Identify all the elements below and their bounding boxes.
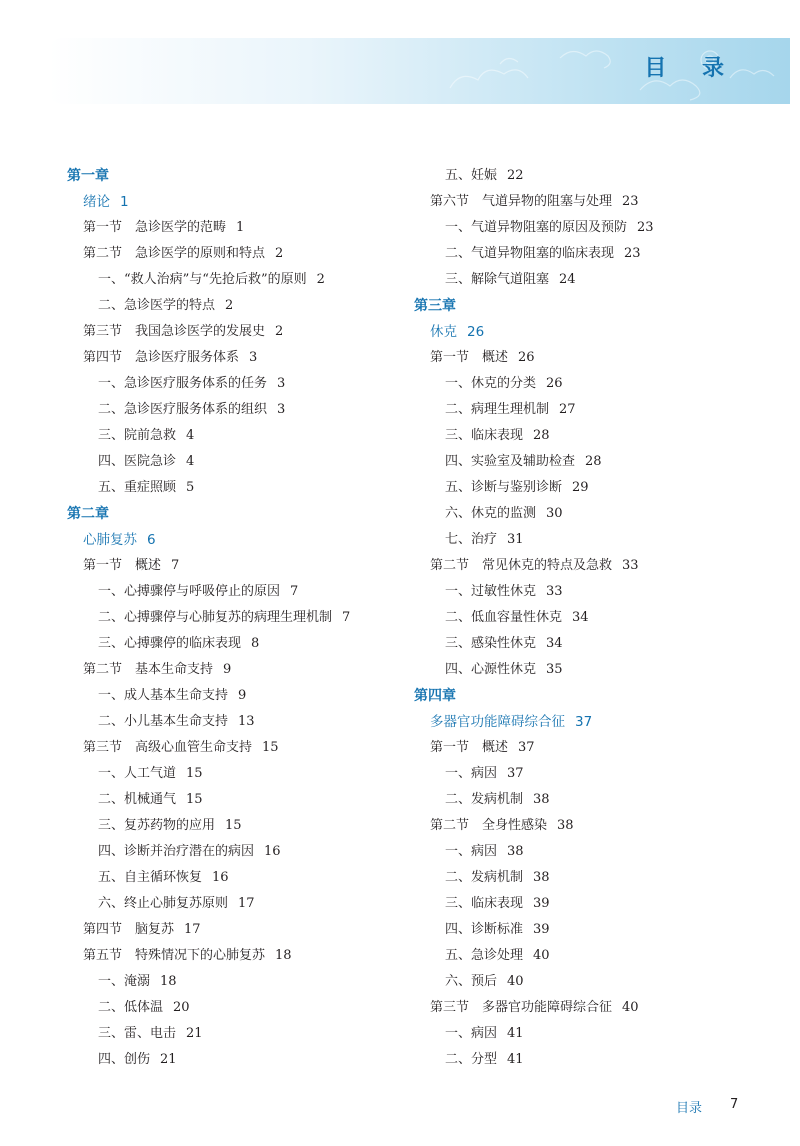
toc-item[interactable] <box>414 267 774 293</box>
toc-item[interactable] <box>67 1047 427 1073</box>
toc-entry-title: 五、重症照顾 <box>98 480 177 495</box>
toc-entry-title: 四、诊断标准 <box>445 922 524 937</box>
toc-entry-page: 38 <box>533 870 550 885</box>
toc-item[interactable] <box>414 865 774 891</box>
toc-chapter[interactable] <box>67 501 427 527</box>
toc-entry-page: 5 <box>186 480 195 495</box>
toc-entry-title: 第四节 急诊医疗服务体系 <box>83 350 240 365</box>
toc-entry-page: 18 <box>275 948 292 963</box>
toc-section[interactable] <box>67 241 427 267</box>
toc-right-column <box>414 163 774 1073</box>
toc-entry-page: 1 <box>236 220 245 235</box>
toc-entry-page: 7 <box>171 558 180 573</box>
toc-entry-page: 4 <box>186 428 195 443</box>
toc-entry-title: 二、机械通气 <box>98 792 177 807</box>
toc-entry-title: 绪论 <box>83 194 110 210</box>
toc-section[interactable] <box>414 995 774 1021</box>
toc-entry-page: 15 <box>225 818 242 833</box>
toc-entry-title: 四、医院急诊 <box>98 454 177 469</box>
toc-item[interactable] <box>414 397 774 423</box>
toc-entry-title: 第一节 概述 <box>430 740 509 755</box>
toc-entry-page: 39 <box>533 922 550 937</box>
toc-item[interactable] <box>67 1021 427 1047</box>
toc-entry-title: 五、自主循环恢复 <box>98 870 203 885</box>
toc-entry-title: 四、创伤 <box>98 1052 151 1067</box>
toc-entry-title: 第二节 全身性感染 <box>430 818 548 833</box>
toc-entry-title: 二、急诊医学的特点 <box>98 298 216 313</box>
toc-entry-page: 18 <box>160 974 177 989</box>
toc-entry-page: 3 <box>277 402 286 417</box>
toc-section[interactable] <box>414 813 774 839</box>
toc-item[interactable] <box>414 501 774 527</box>
toc-entry-title: 第二节 基本生命支持 <box>83 662 214 677</box>
toc-section[interactable] <box>67 917 427 943</box>
toc-entry-title: 第六节 气道异物的阻塞与处理 <box>430 194 613 209</box>
toc-entry-page: 29 <box>572 480 589 495</box>
toc-entry-title: 第一节 概述 <box>83 558 162 573</box>
toc-item[interactable] <box>67 605 427 631</box>
toc-entry-title: 四、实验室及辅助检查 <box>445 454 576 469</box>
toc-entry-title: 六、终止心肺复苏原则 <box>98 896 229 911</box>
toc-item[interactable] <box>67 683 427 709</box>
toc-entry-title: 多器官功能障碍综合征 <box>430 714 565 730</box>
toc-item[interactable] <box>414 215 774 241</box>
toc-entry-page: 23 <box>624 246 641 261</box>
toc-entry-title: 五、诊断与鉴别诊断 <box>445 480 563 495</box>
toc-section[interactable] <box>414 553 774 579</box>
toc-item[interactable] <box>414 605 774 631</box>
toc-entry-title: 二、发病机制 <box>445 870 524 885</box>
toc-item[interactable] <box>67 293 427 319</box>
toc-chapter[interactable] <box>67 163 427 189</box>
toc-section[interactable] <box>67 553 427 579</box>
toc-entry-page: 21 <box>160 1052 177 1067</box>
toc-entry-page: 33 <box>546 584 563 599</box>
toc-entry-title: 第三章 <box>414 298 456 314</box>
toc-item[interactable] <box>414 787 774 813</box>
toc-entry-title: 四、诊断并治疗潜在的病因 <box>98 844 255 859</box>
toc-entry-title: 七、治疗 <box>445 532 498 547</box>
toc-item[interactable] <box>414 891 774 917</box>
toc-item[interactable] <box>414 657 774 683</box>
toc-entry-page: 34 <box>572 610 589 625</box>
toc-entry-page: 6 <box>147 532 156 548</box>
toc-entry-title: 第四节 脑复苏 <box>83 922 175 937</box>
page-title: 目 录 <box>644 56 738 81</box>
toc-item[interactable] <box>67 631 427 657</box>
toc-entry-title: 第三节 高级心血管生命支持 <box>83 740 253 755</box>
toc-entry-page: 17 <box>238 896 255 911</box>
toc-entry-title: 二、急诊医疗服务体系的组织 <box>98 402 268 417</box>
toc-entry-title: 二、低体温 <box>98 1000 164 1015</box>
toc-item[interactable] <box>414 449 774 475</box>
toc-entry-title: 第二节 常见休克的特点及急救 <box>430 558 613 573</box>
toc-entry-page: 26 <box>546 376 563 391</box>
toc-section[interactable] <box>414 735 774 761</box>
toc-entry-page: 3 <box>249 350 258 365</box>
toc-entry-page: 39 <box>533 896 550 911</box>
toc-entry-page: 30 <box>546 506 563 521</box>
toc-entry-title: 一、人工气道 <box>98 766 177 781</box>
toc-item[interactable] <box>67 813 427 839</box>
toc-entry-title: 三、雷、电击 <box>98 1026 177 1041</box>
toc-entry-title: 第一节 概述 <box>430 350 509 365</box>
toc-entry-title: 第五节 特殊情况下的心肺复苏 <box>83 948 266 963</box>
toc-entry-title: 一、淹溺 <box>98 974 151 989</box>
toc-entry-page: 9 <box>223 662 232 677</box>
toc-entry-title: 第三节 我国急诊医学的发展史 <box>83 324 266 339</box>
toc-item[interactable] <box>414 527 774 553</box>
toc-entry-page: 37 <box>518 740 535 755</box>
toc-item[interactable] <box>67 995 427 1021</box>
toc-item[interactable] <box>67 969 427 995</box>
toc-item[interactable] <box>67 839 427 865</box>
toc-item[interactable] <box>414 371 774 397</box>
toc-entry-page: 41 <box>507 1026 524 1041</box>
toc-entry-title: 休克 <box>430 324 457 340</box>
toc-entry-title: 三、临床表现 <box>445 896 524 911</box>
toc-entry-title: 二、心搏骤停与心肺复苏的病理生理机制 <box>98 610 333 625</box>
toc-item[interactable] <box>67 423 427 449</box>
toc-item[interactable] <box>414 943 774 969</box>
toc-entry-title: 一、病因 <box>445 766 498 781</box>
toc-entry-page: 2 <box>275 324 284 339</box>
toc-section[interactable] <box>67 319 427 345</box>
toc-entry-title: 五、妊娠 <box>445 168 498 183</box>
header-banner <box>48 38 790 104</box>
toc-entry-page: 13 <box>238 714 255 729</box>
toc-entry-page: 38 <box>557 818 574 833</box>
toc-section[interactable] <box>67 735 427 761</box>
toc-entry-page: 35 <box>546 662 563 677</box>
toc-item[interactable] <box>414 969 774 995</box>
toc-entry-page: 15 <box>186 792 203 807</box>
toc-entry-page: 23 <box>622 194 639 209</box>
toc-entry-title: 一、“救人治病”与“先抢后救”的原则 <box>98 272 307 287</box>
toc-item[interactable] <box>67 579 427 605</box>
toc-item[interactable] <box>414 917 774 943</box>
toc-entry-title: 一、病因 <box>445 1026 498 1041</box>
toc-item[interactable] <box>67 449 427 475</box>
toc-entry-title: 三、感染性休克 <box>445 636 537 651</box>
toc-item[interactable] <box>414 839 774 865</box>
toc-entry-page: 24 <box>559 272 576 287</box>
footer-page-number: 7 <box>730 1097 739 1112</box>
toc-entry-page: 21 <box>186 1026 203 1041</box>
toc-entry-page: 2 <box>316 272 325 287</box>
toc-topic[interactable] <box>67 527 427 553</box>
toc-section[interactable] <box>414 189 774 215</box>
toc-item[interactable] <box>414 579 774 605</box>
toc-entry-page: 37 <box>507 766 524 781</box>
toc-section[interactable] <box>67 943 427 969</box>
toc-entry-page: 22 <box>507 168 524 183</box>
toc-entry-page: 34 <box>546 636 563 651</box>
toc-entry-page: 17 <box>184 922 201 937</box>
toc-left-column <box>67 163 427 1073</box>
toc-item[interactable] <box>67 267 427 293</box>
toc-entry-title: 一、急诊医疗服务体系的任务 <box>98 376 268 391</box>
toc-section[interactable] <box>67 345 427 371</box>
toc-item[interactable] <box>414 475 774 501</box>
toc-entry-title: 二、低血容量性休克 <box>445 610 563 625</box>
toc-entry-title: 二、气道异物阻塞的临床表现 <box>445 246 615 261</box>
toc-item[interactable] <box>67 475 427 501</box>
toc-entry-title: 二、病理生理机制 <box>445 402 550 417</box>
toc-item[interactable] <box>67 371 427 397</box>
toc-entry-page: 40 <box>533 948 550 963</box>
toc-section[interactable] <box>67 215 427 241</box>
toc-topic[interactable] <box>414 319 774 345</box>
toc-entry-title: 第二章 <box>67 506 109 522</box>
toc-entry-title: 第一节 急诊医学的范畴 <box>83 220 227 235</box>
toc-entry-title: 一、病因 <box>445 844 498 859</box>
toc-entry-title: 一、休克的分类 <box>445 376 537 391</box>
toc-item[interactable] <box>67 787 427 813</box>
toc-item[interactable] <box>67 709 427 735</box>
toc-entry-page: 38 <box>507 844 524 859</box>
toc-entry-page: 38 <box>533 792 550 807</box>
toc-entry-title: 一、成人基本生命支持 <box>98 688 229 703</box>
toc-item[interactable] <box>414 1021 774 1047</box>
toc-entry-page: 33 <box>622 558 639 573</box>
toc-entry-title: 二、小儿基本生命支持 <box>98 714 229 729</box>
toc-entry-title: 三、解除气道阻塞 <box>445 272 550 287</box>
toc-entry-title: 第二节 急诊医学的原则和特点 <box>83 246 266 261</box>
toc-entry-page: 41 <box>507 1052 524 1067</box>
toc-entry-title: 六、休克的监测 <box>445 506 537 521</box>
toc-item[interactable] <box>414 241 774 267</box>
toc-entry-title: 六、预后 <box>445 974 498 989</box>
toc-entry-title: 第三节 多器官功能障碍综合征 <box>430 1000 613 1015</box>
toc-entry-page: 7 <box>290 584 299 599</box>
toc-entry-page: 1 <box>120 194 129 210</box>
toc-item[interactable] <box>414 163 774 189</box>
toc-item[interactable] <box>414 1047 774 1073</box>
toc-entry-page: 27 <box>559 402 576 417</box>
toc-entry-title: 心肺复苏 <box>83 532 137 548</box>
toc-entry-page: 31 <box>507 532 524 547</box>
toc-entry-title: 二、发病机制 <box>445 792 524 807</box>
toc-entry-page: 2 <box>275 246 284 261</box>
toc-entry-page: 26 <box>518 350 535 365</box>
toc-chapter[interactable] <box>414 683 774 709</box>
toc-entry-title: 第一章 <box>67 168 109 184</box>
toc-entry-page: 2 <box>225 298 234 313</box>
toc-item[interactable] <box>414 423 774 449</box>
toc-entry-title: 四、心源性休克 <box>445 662 537 677</box>
toc-item[interactable] <box>67 865 427 891</box>
toc-item[interactable] <box>67 891 427 917</box>
toc-entry-title: 三、心搏骤停的临床表现 <box>98 636 242 651</box>
toc-topic[interactable] <box>67 189 427 215</box>
toc-entry-page: 28 <box>585 454 602 469</box>
toc-entry-page: 40 <box>507 974 524 989</box>
toc-entry-title: 三、复苏药物的应用 <box>98 818 216 833</box>
toc-entry-page: 7 <box>342 610 351 625</box>
footer-label: 目录 <box>676 1101 703 1116</box>
toc-item[interactable] <box>414 761 774 787</box>
toc-entry-title: 五、急诊处理 <box>445 948 524 963</box>
toc-entry-title: 一、过敏性休克 <box>445 584 537 599</box>
toc-entry-page: 23 <box>637 220 654 235</box>
toc-entry-page: 26 <box>467 324 485 340</box>
toc-entry-page: 28 <box>533 428 550 443</box>
toc-entry-title: 三、临床表现 <box>445 428 524 443</box>
toc-topic[interactable] <box>414 709 774 735</box>
toc-entry-title: 三、院前急救 <box>98 428 177 443</box>
toc-entry-title: 一、气道异物阻塞的原因及预防 <box>445 220 628 235</box>
toc-entry-page: 9 <box>238 688 247 703</box>
toc-entry-page: 4 <box>186 454 195 469</box>
toc-item[interactable] <box>414 631 774 657</box>
toc-entry-page: 16 <box>212 870 229 885</box>
toc-entry-title: 一、心搏骤停与呼吸停止的原因 <box>98 584 281 599</box>
toc-entry-page: 40 <box>622 1000 639 1015</box>
toc-chapter[interactable] <box>414 293 774 319</box>
toc-entry-page: 3 <box>277 376 286 391</box>
toc-section[interactable] <box>67 657 427 683</box>
toc-entry-page: 16 <box>264 844 281 859</box>
toc-entry-page: 15 <box>262 740 279 755</box>
toc-item[interactable] <box>67 397 427 423</box>
toc-entry-page: 15 <box>186 766 203 781</box>
toc-entry-title: 二、分型 <box>445 1052 498 1067</box>
toc-entry-title: 第四章 <box>414 688 456 704</box>
toc-item[interactable] <box>67 761 427 787</box>
toc-entry-page: 37 <box>575 714 593 730</box>
toc-section[interactable] <box>414 345 774 371</box>
toc-entry-page: 8 <box>251 636 260 651</box>
toc-entry-page: 20 <box>173 1000 190 1015</box>
